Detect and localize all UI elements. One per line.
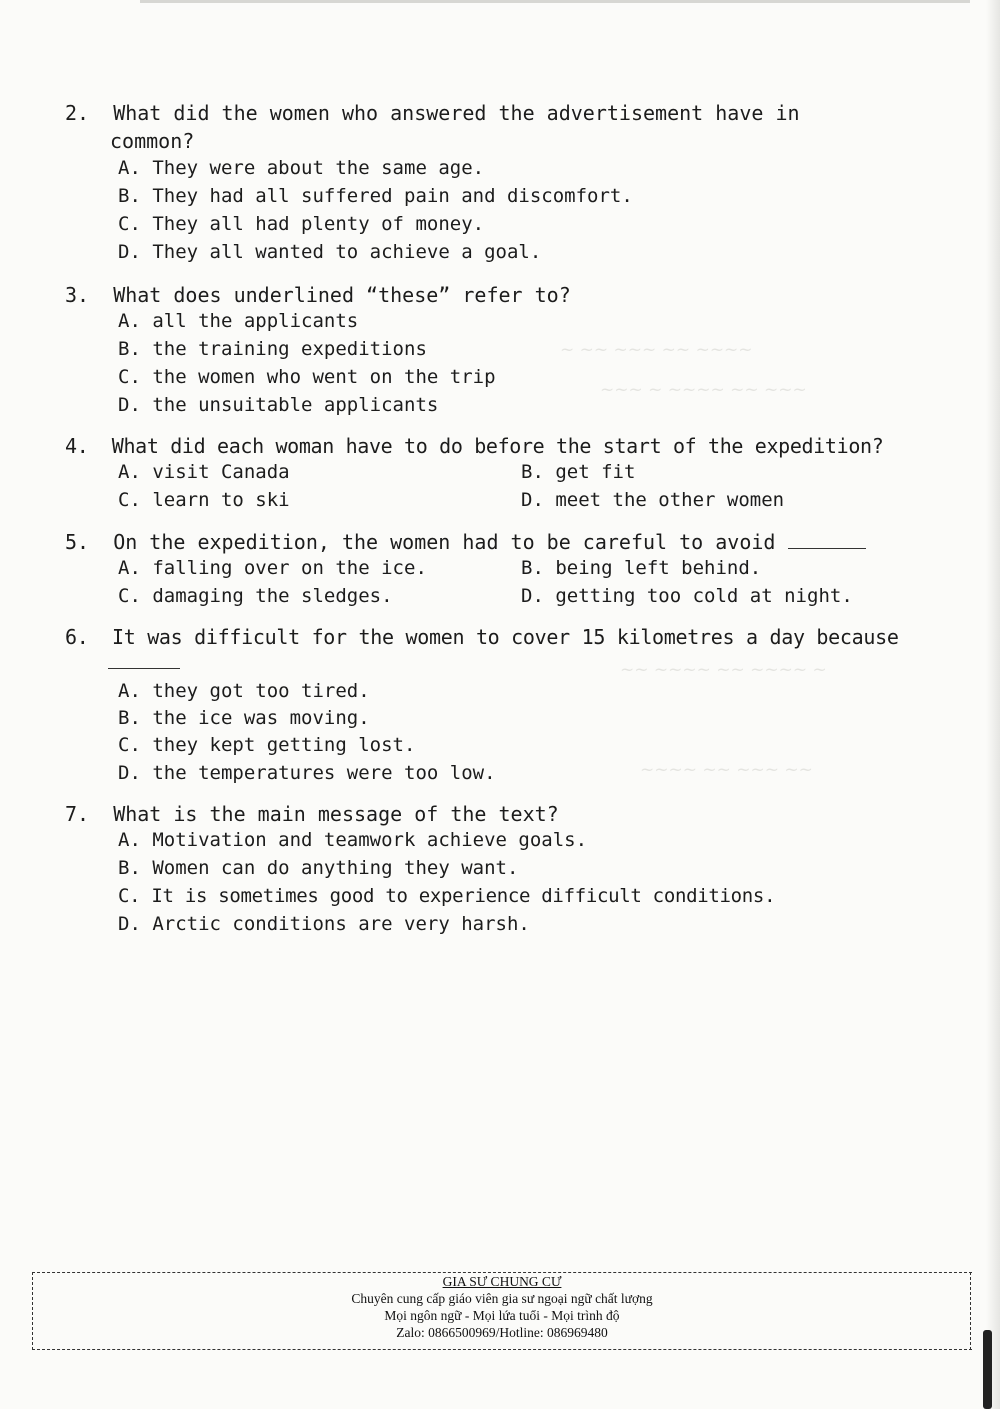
option-c: C. they kept getting lost. (118, 734, 416, 756)
scan-edge-shadow (986, 0, 1000, 1409)
footer-line-1: Chuyên cung cấp giáo viên gia sư ngoại ngữ chất lượng (351, 1291, 653, 1306)
answer-blank (788, 528, 866, 549)
question-text: What does underlined “these” refer to? (113, 283, 571, 307)
question-number: 6. (65, 625, 89, 649)
option-c: C. They all had plenty of money. (118, 213, 485, 235)
question-stem (65, 624, 899, 650)
option-b: B. They had all suffered pain and discomfort. (118, 185, 633, 207)
question-number: 3. (65, 283, 90, 307)
footer-title: GIA SƯ CHUNG CƯ (442, 1274, 562, 1289)
option-a: A. all the applicants (118, 310, 359, 332)
bleed-through: ~~~~ ~~ ~~~ ~~ (640, 760, 813, 780)
scan-top-edge (140, 0, 970, 3)
question-number: 4. (65, 434, 89, 458)
option-a: A. falling over on the ice. (118, 557, 427, 579)
question-stem (65, 100, 800, 126)
bleed-through: ~~ ~~~~ ~~ ~~~~ ~ (620, 660, 827, 680)
footer-text (32, 1273, 972, 1341)
option-b: B. being left behind. (521, 557, 762, 579)
question-text: What did the women who answered the advertisement have in (113, 101, 800, 125)
question-text: It was difficult for the women to cover 15 kilometres a day because (111, 625, 899, 649)
option-a: A. they got too tired. (118, 680, 370, 702)
option-c: C. It is sometimes good to experience difficult conditions. (118, 885, 776, 907)
dashed-border-bottom (32, 1349, 972, 1350)
bleed-through: ~~~ ~ ~~~~ ~~ ~~~ (600, 380, 807, 400)
question-stem (65, 433, 883, 459)
option-d: D. They all wanted to achieve a goal. (118, 241, 542, 263)
footer-ad-box (32, 1272, 972, 1350)
option-c: C. learn to ski (118, 489, 290, 511)
option-b: B. the training expeditions (118, 338, 427, 360)
option-d: D. the unsuitable applicants (118, 394, 439, 416)
option-a: A. visit Canada (118, 461, 290, 483)
question-stem (65, 801, 559, 827)
question-text: What is the main message of the text? (113, 802, 559, 826)
option-d: D. meet the other women (521, 489, 785, 511)
option-b: B. get fit (521, 461, 636, 483)
option-b: B. the ice was moving. (118, 707, 370, 729)
option-c: C. the women who went on the trip (118, 366, 496, 388)
option-c: C. damaging the sledges. (118, 585, 393, 607)
option-d: D. the temperatures were too low. (118, 762, 496, 784)
question-stem (65, 528, 866, 555)
option-d: D. Arctic conditions are very harsh. (118, 913, 530, 935)
question-stem (65, 282, 571, 308)
bleed-through: ~ ~~ ~~~ ~~ ~~~~ (560, 340, 753, 360)
question-number: 5. (65, 530, 90, 554)
option-a: A. Motivation and teamwork achieve goals. (118, 829, 588, 851)
option-a: A. They were about the same age. (118, 157, 485, 179)
question-number: 7. (65, 802, 90, 826)
option-b: B. Women can do anything they want. (118, 857, 519, 879)
footer-line-2: Mọi ngôn ngữ - Mọi lứa tuổi - Mọi trình độ (384, 1308, 620, 1323)
question-text: On the expedition, the women had to be careful to avoid (113, 530, 776, 554)
question-text-continued: common? (110, 129, 195, 153)
scan-binding-mark (983, 1330, 992, 1409)
option-d: D. getting too cold at night. (521, 585, 853, 607)
question-number: 2. (65, 101, 90, 125)
footer-line-3: Zalo: 0866500969/Hotline: 086969480 (396, 1325, 608, 1340)
answer-blank (108, 668, 180, 669)
question-text: What did each woman have to do before the start of the expedition? (111, 434, 884, 458)
